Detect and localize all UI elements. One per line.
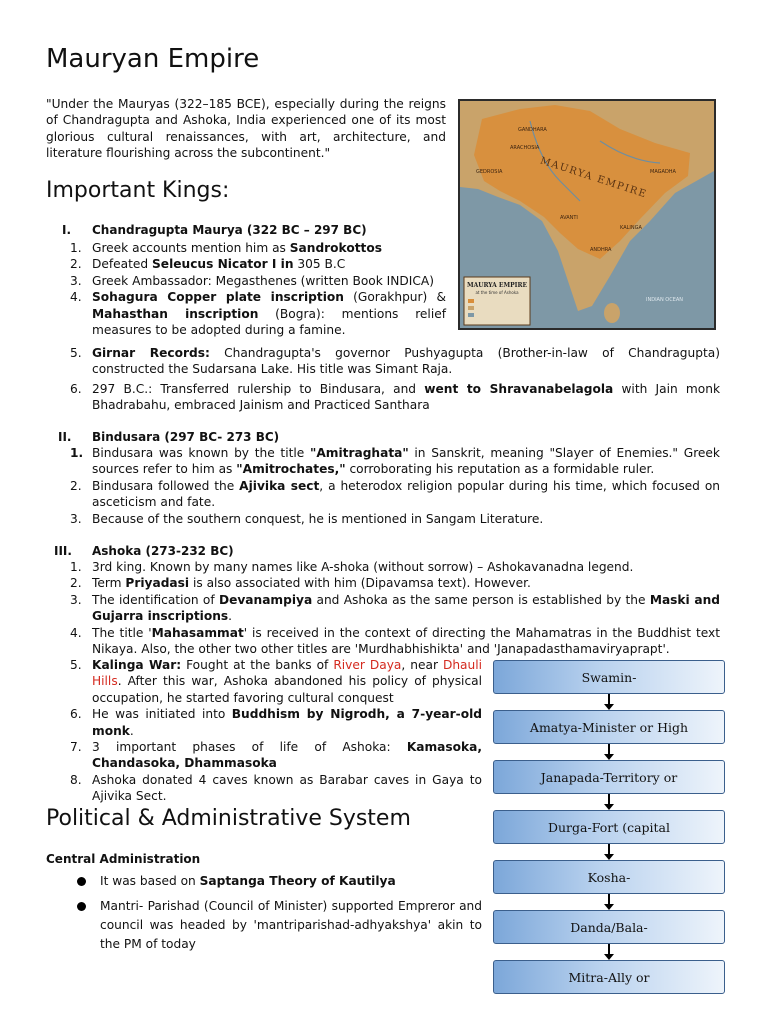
- list-item: 2. Defeated Seleucus Nicator I in 305 B.C: [70, 257, 346, 272]
- central-admin-bullets: [46, 872, 482, 960]
- list-item: 1. Bindusara was known by the title "Amitraghata" in Sanskrit, meaning "Slayer of Enemies." Greek sources refer to him as "Amitrochates," corroborating his reputation as a formidable ruler.: [70, 446, 720, 477]
- bullet-item: It was based on Saptanga Theory of Kautilya: [46, 872, 482, 891]
- ashoka-list-narrow: [46, 657, 482, 805]
- map-label-empire: MAURYA EMPIRE: [538, 155, 649, 201]
- list-item: 3. Because of the southern conquest, he is mentioned in Sangam Literature.: [70, 511, 544, 526]
- king-roman-numeral: I.: [62, 223, 72, 237]
- page-title: Mauryan Empire: [46, 44, 260, 74]
- list-item: 6. 297 B.C.: Transferred rulership to Bindusara, and went to Shravanabelagola with Jain monk Bhadrabahu, embraced Jainism and Practiced Santhara: [70, 381, 721, 413]
- central-administration-heading: Central Administration: [46, 852, 201, 866]
- chandragupta-list-wide: [46, 345, 720, 414]
- flow-arrow: [608, 844, 610, 855]
- maurya-empire-map: [458, 99, 716, 330]
- flow-arrow: [608, 794, 610, 805]
- list-item: 5. Kalinga War: Fought at the banks of River Daya, near Dhauli Hills. After this war, Ashoka abandoned his policy of physical occupation, he started favoring cultural conquest: [70, 658, 483, 705]
- king-heading-ashoka: Ashoka (273-232 BC): [92, 544, 234, 558]
- list-item: 4. The title 'Mahasammat' is received in the context of directing the Mahamatras in the Buddhist text Nikaya. Also, the other two other titles are 'Murdhabhishikta' and 'Janapadasthamaviryaprapt'.: [70, 625, 721, 657]
- king-heading-bindusara: Bindusara (297 BC- 273 BC): [92, 430, 280, 444]
- flow-box-kosha: Kosha-: [493, 860, 725, 894]
- flow-box-janapada: Janapada-Territory or: [493, 760, 725, 794]
- map-label: KALINGA: [620, 225, 642, 231]
- list-item: 4. Sohagura Copper plate inscription (Gorakhpur) & Mahasthan inscription (Bogra): mentions relief measures to be adopted during a famine.: [70, 290, 446, 338]
- list-item: 3. The identification of Devanampiya and Ashoka as the same person is established by the Maski and Gujarra inscriptions.: [70, 592, 720, 624]
- list-item: 1. 3rd king. Known by many names like A-shoka (without sorrow) – Ashokavanadna legend.: [70, 560, 634, 574]
- flow-box-durga: Durga-Fort (capital: [493, 810, 725, 844]
- chandragupta-list-narrow: [46, 240, 446, 338]
- list-item: 8. Ashoka donated 4 caves known as Barabar caves in Gaya to Ajivika Sect.: [70, 772, 482, 804]
- map-label: MAGADHA: [650, 169, 676, 175]
- king-roman-numeral: III.: [54, 544, 72, 558]
- list-item: 5. Girnar Records: Chandragupta's governor Pushyagupta (Brother-in-law of Chandragupta) constructed the Sudarsana Lake. His title was Simant Raja.: [70, 346, 720, 377]
- map-legend-title: MAURYA EMPIRE: [466, 282, 528, 289]
- list-item: 2. Term Priyadasi is also associated with him (Dipavamsa text). However.: [70, 576, 531, 591]
- map-legend-swatch: [468, 306, 474, 310]
- list-item: 3. Greek Ambassador: Megasthenes (written Book INDICA): [70, 273, 434, 288]
- king-heading-chandragupta: Chandragupta Maurya (322 BC – 297 BC): [92, 223, 367, 237]
- king-roman-numeral: II.: [58, 430, 72, 444]
- map-label: GEDROSIA: [476, 169, 503, 175]
- ashoka-list-wide: [46, 559, 720, 657]
- list-item: 6. He was initiated into Buddhism by Nigrodh, a 7-year-old monk.: [70, 707, 483, 738]
- flow-arrow: [608, 694, 610, 705]
- flow-arrow: [608, 894, 610, 905]
- intro-quote: "Under the Mauryas (322–185 BCE), especially during the reigns of Chandragupta and Ashoka, India experienced one of its most glorious cultural renaissances, with art, architecture, and literature flourishing across the subcontinent.": [46, 97, 446, 161]
- list-item: 7. 3 important phases of life of Ashoka: Kamasoka, Chandasoka, Dhammasoka: [70, 740, 482, 771]
- bullet-icon: [77, 877, 86, 886]
- map-label: ARACHOSIA: [510, 145, 540, 151]
- political-heading: Political & Administrative System: [46, 806, 411, 831]
- bullet-item: Mantri- Parishad (Council of Minister) supported Empreror and council was headed by 'mantriparishad-adhyakshya' akin to the PM of today: [46, 897, 482, 954]
- flow-box-amatya: Amatya-Minister or High: [493, 710, 725, 744]
- flow-arrow: [608, 744, 610, 755]
- flow-box-danda: Danda/Bala-: [493, 910, 725, 944]
- map-label: GANDHARA: [518, 127, 547, 133]
- map-legend-sub: at the time of Ashoka: [475, 290, 519, 295]
- map-legend-swatch: [468, 313, 474, 317]
- map-label: INDIAN OCEAN: [646, 297, 684, 303]
- map-label: AVANTI: [560, 215, 578, 221]
- flow-box-mitra: Mitra-Ally or: [493, 960, 725, 994]
- flow-arrow: [608, 944, 610, 955]
- bullet-icon: [77, 902, 86, 911]
- map-legend-swatch: [468, 299, 474, 303]
- bindusara-list: [46, 445, 720, 527]
- map-label: ANDHRA: [590, 247, 612, 253]
- map-graphic: [460, 101, 714, 328]
- flow-box-swamin: Swamin-: [493, 660, 725, 694]
- list-item: 1. Greek accounts mention him as Sandrokottos: [70, 241, 382, 255]
- map-island: [604, 303, 620, 323]
- list-item: 2. Bindusara followed the Ajivika sect, a heterodox religion popular during his time, which focused on asceticism and fate.: [70, 478, 721, 510]
- important-kings-heading: Important Kings:: [46, 178, 230, 203]
